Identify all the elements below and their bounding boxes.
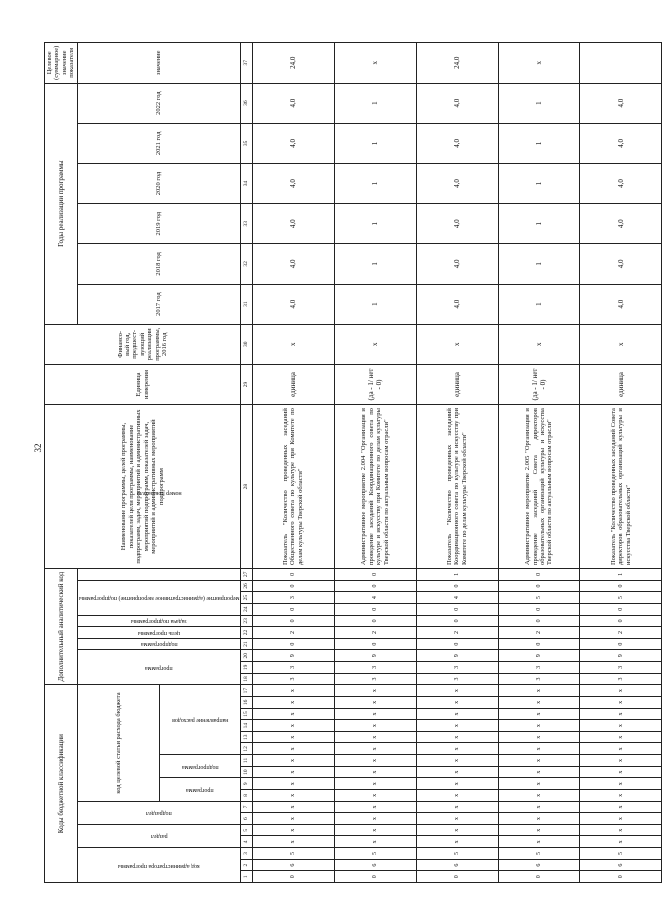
code-cell: х [334, 790, 416, 802]
code-cell: 0 [334, 638, 416, 650]
code-cell: х [334, 836, 416, 848]
code-cell: 0 [416, 603, 498, 615]
code-cell: 2 [498, 627, 580, 639]
rotated-table-frame [44, 42, 632, 883]
code-cell: х [498, 778, 580, 790]
table-row [498, 43, 580, 883]
code-cell: х [334, 824, 416, 836]
column-number: 18 [241, 673, 252, 685]
column-number: 24 [241, 603, 252, 615]
year-value: 4,0 [580, 163, 662, 203]
year-value: 1 [498, 83, 580, 123]
subsection-header: подраздел [77, 801, 240, 824]
code-cell: 5 [498, 592, 580, 604]
code-cell: х [498, 766, 580, 778]
code-cell: 0 [416, 638, 498, 650]
code-cell: 3 [334, 662, 416, 674]
column-number: 32 [241, 244, 252, 284]
code-cell: 5 [580, 848, 662, 860]
code-cell: 0 [252, 569, 334, 581]
year-value: 4,0 [580, 284, 662, 324]
code-cell: х [252, 697, 334, 709]
column-number: 6 [241, 813, 252, 825]
column-number: 33 [241, 204, 252, 244]
year-value: 4,0 [252, 244, 334, 284]
code-cell: 0 [334, 871, 416, 883]
row-target: 24,0 [252, 43, 334, 84]
code-cell: 0 [416, 580, 498, 592]
row-unit: единица [416, 364, 498, 404]
code-cell: х [252, 720, 334, 732]
column-number: 3 [241, 848, 252, 860]
row-target: х [498, 43, 580, 84]
code-cell: х [498, 708, 580, 720]
code-cell: х [416, 720, 498, 732]
code-cell: х [334, 720, 416, 732]
year-value: 4,0 [580, 204, 662, 244]
year-value: 4,0 [416, 83, 498, 123]
admin-code-header: код администратора программы [77, 848, 240, 883]
column-number: 5 [241, 824, 252, 836]
name-header: Наименование программы, целей программы, показателей цели программы, наименование подпрограмм, задач, мероприятий и административных мероприятий подпрограмм, показателей задач, мероприятий и административных мероприятий подпрограмм [45, 405, 241, 569]
table-row [416, 43, 498, 883]
subprogram-header: подпрограмма [77, 638, 240, 650]
row-fin-year: х [416, 324, 498, 364]
code-cell: х [252, 755, 334, 767]
column-numbers-row [241, 43, 252, 883]
code-cell: 0 [334, 569, 416, 581]
code-cell: х [580, 790, 662, 802]
code-cell: 3 [580, 673, 662, 685]
code-cell: 4 [416, 592, 498, 604]
code-cell: 0 [252, 638, 334, 650]
year-value: 4,0 [252, 284, 334, 324]
code-cell: х [252, 813, 334, 825]
expense-dir-header: направление расходов [159, 685, 241, 755]
code-cell: х [580, 836, 662, 848]
program-goal-header: цель программы [77, 627, 240, 639]
year-value: 4,0 [580, 83, 662, 123]
row-fin-year: х [334, 324, 416, 364]
year-2022-header: 2022 год [77, 83, 240, 123]
code-cell: х [334, 708, 416, 720]
year-2017-header: 2017 год [77, 284, 240, 324]
column-number: 22 [241, 627, 252, 639]
code-cell: 3 [416, 673, 498, 685]
code-cell: х [252, 766, 334, 778]
code-cell: 0 [498, 603, 580, 615]
code-cell: х [416, 824, 498, 836]
code-cell: х [498, 836, 580, 848]
code-cell: х [334, 778, 416, 790]
code-cell: х [416, 731, 498, 743]
year-value: 1 [334, 163, 416, 203]
column-number: 35 [241, 123, 252, 163]
code-cell: 0 [498, 638, 580, 650]
row-name: Административное мероприятие 2.004 "Организация и проведение заседаний Координационного совета по культуре и искусству при Комитете по делам культуры Тверской области по актуальным вопросам отрасли" [334, 405, 416, 569]
code-cell: 5 [498, 848, 580, 860]
year-2020-header: 2020 год [77, 163, 240, 203]
row-target: х [334, 43, 416, 84]
row-unit: (да - 1/ нет - 0) [498, 364, 580, 404]
page-number: 32 [33, 443, 43, 453]
code-cell: х [416, 743, 498, 755]
column-number: 25 [241, 592, 252, 604]
code-cell: 9 [498, 650, 580, 662]
code-cell: 0 [580, 615, 662, 627]
code-cell: 6 [580, 859, 662, 871]
column-number: 31 [241, 284, 252, 324]
code-cell: 0 [498, 569, 580, 581]
year-value: 4,0 [252, 163, 334, 203]
column-number: 1 [241, 871, 252, 883]
code-cell: 0 [334, 603, 416, 615]
year-2019-header: 2019 год [77, 204, 240, 244]
code-cell: х [498, 743, 580, 755]
code-cell: х [580, 685, 662, 697]
code-cell: 0 [498, 580, 580, 592]
year-value: 4,0 [416, 244, 498, 284]
code-cell: х [580, 755, 662, 767]
code-cell: 5 [416, 848, 498, 860]
column-number: 2 [241, 859, 252, 871]
code-cell: 0 [580, 580, 662, 592]
code-cell: х [580, 708, 662, 720]
code-cell: х [416, 708, 498, 720]
year-value: 4,0 [252, 83, 334, 123]
code-cell: 9 [580, 650, 662, 662]
row-fin-year: х [498, 324, 580, 364]
code-cell: 0 [580, 603, 662, 615]
code-cell: 3 [498, 673, 580, 685]
code-cell: 6 [416, 859, 498, 871]
code-cell: х [334, 813, 416, 825]
column-number: 20 [241, 650, 252, 662]
code-cell: 2 [252, 627, 334, 639]
code-cell: х [252, 708, 334, 720]
code-cell: 2 [416, 627, 498, 639]
code-cell: х [498, 801, 580, 813]
code-cell: 2 [334, 627, 416, 639]
column-number: 13 [241, 731, 252, 743]
column-number: 9 [241, 778, 252, 790]
unit-header: Единица измерения [45, 364, 241, 404]
code-cell: 0 [252, 580, 334, 592]
code-cell: х [416, 790, 498, 802]
column-number: 16 [241, 697, 252, 709]
year-value: 1 [334, 284, 416, 324]
code-cell: х [252, 801, 334, 813]
year-value: 4,0 [416, 123, 498, 163]
event-header: мероприятие (административное мероприятие) подпрограммы [77, 580, 240, 615]
column-number: 23 [241, 615, 252, 627]
year-2021-header: 2021 год [77, 123, 240, 163]
column-number: 17 [241, 685, 252, 697]
row-fin-year: х [252, 324, 334, 364]
year-value: 1 [498, 163, 580, 203]
code-cell: х [416, 697, 498, 709]
column-number: 15 [241, 708, 252, 720]
codes-budget-header: Коды бюджетной классификации [45, 685, 78, 883]
code-cell: х [580, 824, 662, 836]
code-cell: х [580, 766, 662, 778]
column-number: 37 [241, 43, 252, 84]
code-cell: х [252, 731, 334, 743]
code-cell: х [498, 824, 580, 836]
code-cell: 0 [334, 615, 416, 627]
year-value: 1 [498, 123, 580, 163]
code-cell: 5 [252, 848, 334, 860]
code-cell: х [252, 824, 334, 836]
code-cell: 2 [580, 627, 662, 639]
code-cell: х [498, 685, 580, 697]
year-value: 1 [498, 244, 580, 284]
code-cell: 3 [252, 662, 334, 674]
code-cell: х [334, 755, 416, 767]
year-value: 1 [334, 83, 416, 123]
code-cell: х [416, 766, 498, 778]
row-unit: единица [252, 364, 334, 404]
code-cell: х [580, 697, 662, 709]
table-body [241, 43, 662, 883]
fin-year-header: Финансо-вый год, предшест-вующий реализации программы, 2016 год [45, 324, 241, 364]
row-target [580, 43, 662, 84]
column-number: 34 [241, 163, 252, 203]
column-number: 7 [241, 801, 252, 813]
code-cell: 3 [498, 662, 580, 674]
column-number: 30 [241, 324, 252, 364]
code-cell: х [580, 731, 662, 743]
year-value: 1 [334, 123, 416, 163]
code-cell: х [416, 836, 498, 848]
code-cell: 3 [580, 662, 662, 674]
year-value: 4,0 [416, 163, 498, 203]
value-header: значение [77, 43, 240, 84]
code-cell: 0 [334, 580, 416, 592]
code-cell: 9 [252, 650, 334, 662]
event-no-header: номер показателя [77, 405, 240, 581]
code-cell: х [580, 743, 662, 755]
year-value: 4,0 [252, 204, 334, 244]
code-cell: х [498, 755, 580, 767]
row-name: Показатель "Количество проведенных заседаний Общественного совета по культуре при Комитете по делам культуры Тверской области" [252, 405, 334, 569]
code-cell: 0 [252, 615, 334, 627]
target-header: Целевое (суммарное) значение показателя [45, 43, 78, 84]
table-row [580, 43, 662, 883]
code-cell: 0 [580, 871, 662, 883]
program-sub-header: программа [159, 778, 241, 801]
code-cell: 5 [334, 848, 416, 860]
row-name: Показатель "Количество проведенных заседаний Совета директоров образовательных организаций культуры и искусства Тверской области" [580, 405, 662, 569]
code-cell: х [334, 697, 416, 709]
code-cell: 3 [334, 673, 416, 685]
code-cell: 9 [334, 650, 416, 662]
year-value: 1 [498, 204, 580, 244]
code-cell: х [580, 801, 662, 813]
target-article-header: код целевой статьи расхода бюджета [77, 685, 159, 801]
code-cell: х [334, 685, 416, 697]
extra-code-header: Дополнительный аналитический код [45, 569, 78, 685]
code-cell: х [416, 755, 498, 767]
column-number: 14 [241, 720, 252, 732]
row-unit: (да - 1/ нет - 0) [334, 364, 416, 404]
column-number: 27 [241, 569, 252, 581]
column-number: 10 [241, 766, 252, 778]
code-cell: 0 [498, 615, 580, 627]
column-number: 19 [241, 662, 252, 674]
code-cell: х [416, 813, 498, 825]
code-cell: х [416, 801, 498, 813]
code-cell: х [252, 743, 334, 755]
row-target: 24,0 [416, 43, 498, 84]
code-cell: х [498, 697, 580, 709]
program-header: программа [77, 650, 240, 685]
year-value: 4,0 [416, 204, 498, 244]
code-cell: х [498, 790, 580, 802]
section-header: раздел [77, 824, 240, 847]
column-number: 21 [241, 638, 252, 650]
header-row-1 [45, 43, 78, 883]
code-cell: х [334, 801, 416, 813]
code-cell: х [498, 720, 580, 732]
year-value: 4,0 [252, 123, 334, 163]
year-value: 1 [334, 244, 416, 284]
code-cell: 0 [580, 638, 662, 650]
code-cell: 3 [416, 662, 498, 674]
code-cell: 6 [334, 859, 416, 871]
code-cell: х [416, 685, 498, 697]
code-cell: 0 [498, 871, 580, 883]
code-cell: х [334, 743, 416, 755]
code-cell: 1 [416, 569, 498, 581]
column-number: 4 [241, 836, 252, 848]
code-cell: 3 [252, 673, 334, 685]
row-name: Показатель "Количество проведенных заседаний Координационного совета по культуре и искусству при Комитете по делам культуры Тверской области" [416, 405, 498, 569]
code-cell: х [416, 778, 498, 790]
code-cell: 1 [580, 569, 662, 581]
column-number: 28 [241, 405, 252, 569]
code-cell: 3 [252, 592, 334, 604]
code-cell: 0 [416, 615, 498, 627]
task-sub-header: задача подпрограммы [77, 615, 240, 627]
code-cell: 6 [252, 859, 334, 871]
column-number: 26 [241, 580, 252, 592]
code-cell: 0 [252, 603, 334, 615]
year-value: 1 [334, 204, 416, 244]
code-cell: 9 [416, 650, 498, 662]
code-cell: х [334, 731, 416, 743]
code-cell: х [252, 685, 334, 697]
code-cell: х [334, 766, 416, 778]
years-impl-header: Годы реализации программы [45, 83, 78, 324]
column-number: 36 [241, 83, 252, 123]
code-cell: х [252, 836, 334, 848]
table-row [334, 43, 416, 883]
row-fin-year: х [580, 324, 662, 364]
column-number: 11 [241, 755, 252, 767]
column-number: 29 [241, 364, 252, 404]
code-cell: 6 [498, 859, 580, 871]
table-row [252, 43, 334, 883]
code-cell: х [580, 720, 662, 732]
code-cell: 5 [580, 592, 662, 604]
column-number: 8 [241, 790, 252, 802]
code-cell: 0 [252, 871, 334, 883]
code-cell: х [498, 813, 580, 825]
program-indicators-table [44, 42, 662, 883]
code-cell: х [252, 790, 334, 802]
row-name: Административное мероприятие 2.005 "Организация и проведение заседаний Совета директоров образовательных организаций культуры и искусства Тверской области по актуальным вопросам отрасли" [498, 405, 580, 569]
year-value: 4,0 [580, 244, 662, 284]
year-2018-header: 2018 год [77, 244, 240, 284]
code-cell: х [252, 778, 334, 790]
code-cell: 4 [334, 592, 416, 604]
row-unit: единица [580, 364, 662, 404]
code-cell: х [498, 731, 580, 743]
year-value: 1 [498, 284, 580, 324]
column-number: 12 [241, 743, 252, 755]
year-value: 4,0 [580, 123, 662, 163]
year-value: 4,0 [416, 284, 498, 324]
subprogram-sub-header: подпрограмма [159, 755, 241, 778]
code-cell: х [580, 778, 662, 790]
code-cell: 0 [416, 871, 498, 883]
code-cell: х [580, 813, 662, 825]
